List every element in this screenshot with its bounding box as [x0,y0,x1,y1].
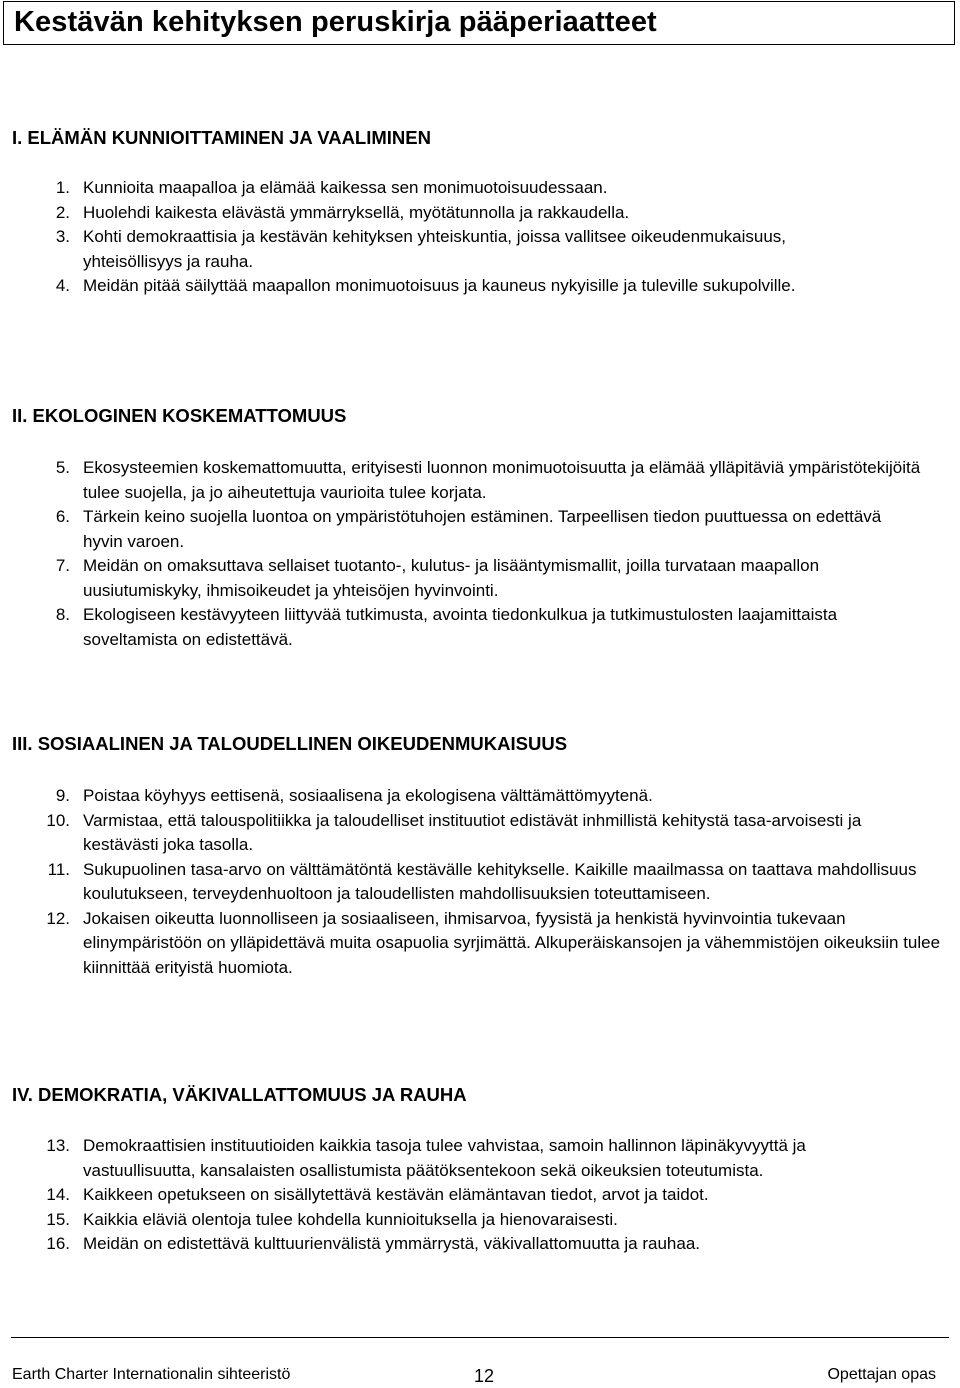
item-text: Huolehdi kaikesta elävästä ymmärryksellä, myötätunnolla ja rakkaudella. [83,202,630,222]
item-text: Ekosysteemien koskemattomuutta, erityisesti luonnon monimuotoisuutta ja elämää ylläpitäviä ympäristötekijöitä tulee suojella, ja jo aiheutettuja vaurioita tulee korjata. [83,458,921,502]
item-number: 4. [55,276,70,295]
item-text: Demokraattisien instituutioiden kaikkia tasoja tulee vahvistaa, samoin hallinnon läpinäkyvyyttä ja vastuullisuutta, kansalaisten osallistumista päätöksentekoon sekä oikeuksien toteutumista. [83,1136,806,1180]
list-item [0,554,960,603]
item-number: 15. [46,1209,70,1229]
list-item [0,1208,960,1233]
item-number: 5. [55,458,70,477]
section-list-4 [0,1134,960,1257]
item-number: 12. [46,908,70,928]
list-item [0,784,960,809]
item-number: 3. [55,227,70,246]
item-number: 14. [46,1185,70,1204]
item-text: Meidän on omaksuttava sellaiset tuotanto-, kulutus- ja lisääntymismallit, joilla turvataan maapallon uusiutumiskyky, ihmisoikeudet ja yhteisöjen hyvinvointi. [83,556,820,600]
item-number: 13. [46,1136,70,1155]
item-number: 7. [55,556,70,575]
item-text: Varmistaa, että talouspolitiikka ja taloudelliset instituutiot edistävät inhmillistä kehitystä tasa-arvoisesti ja kestävästi joka tasolla. [83,810,862,854]
section-heading-3: III. SOSIAALINEN JA TALOUDELLINEN OIKEUDENMUKAISUUS [12,733,568,754]
item-text: Poistaa köyhyys eettisenä, sosiaalisena ja ekologisena välttämättömyytenä. [83,786,653,805]
item-number: 6. [55,507,70,526]
list-item [0,176,960,201]
item-number: 16. [46,1234,70,1253]
title-box [3,1,955,45]
item-number: 11. [47,859,70,879]
list-item [0,456,960,505]
item-number: 10. [46,810,70,830]
list-item [0,274,960,299]
section-heading-4: IV. DEMOKRATIA, VÄKIVALLATTOMUUS JA RAUHA [12,1084,467,1105]
item-text: Meidän on edistettävä kulttuurienvälistä ymmärrystä, väkivallattomuutta ja rauhaa. [83,1234,701,1253]
item-text: Ekologiseen kestävyyteen liittyvää tutkimusta, avointa tiedonkulkua ja tutkimustulosten laajamittaista soveltamista on edistettävä. [83,605,838,649]
list-item [0,505,960,554]
list-item [0,1232,960,1257]
list-item [0,1183,960,1208]
item-text: Kohti demokraattisia ja kestävän kehityksen yhteiskuntia, joissa vallitsee oikeudenmukaisuus, yhteisöllisyys ja rauha. [83,227,787,271]
item-text: Kaikkeen opetukseen on sisällytettävä kestävän elämäntavan tiedot, arvot ja taidot. [83,1185,709,1204]
section-list-2 [0,456,960,652]
list-item [0,809,960,858]
list-item [0,603,960,652]
section-heading-1: I. ELÄMÄN KUNNIOITTAMINEN JA VAALIMINEN [12,127,431,148]
item-text: Meidän pitää säilyttää maapallon monimuotoisuus ja kauneus nykyisille ja tuleville sukupolville. [83,276,796,295]
footer-guide-name: Opettajan opas [827,1366,936,1383]
footer-divider [11,1337,949,1338]
section-list-1 [0,176,960,299]
item-number: 1. [55,178,70,197]
item-text: Sukupuolinen tasa-arvo on välttämätöntä kestävälle kehitykselle. Kaikille maailmassa on taattava mahdollisuus koulutukseen, terveydenhuoltoon ja taloudellisten mahdollisuuksien toteuttamiseen. [83,859,917,903]
item-number: 9. [55,786,70,805]
item-text: Tärkein keino suojella luontoa on ympäristötuhojen estäminen. Tarpeellisen tiedon puuttuessa on edettävä hyvin varoen. [83,507,882,551]
item-text: Kunnioita maapalloa ja elämää kaikessa sen monimuotoisuudessaan. [83,178,608,197]
item-number: 8. [55,605,70,624]
page-number: 12 [474,1366,495,1386]
list-item [0,907,960,981]
list-item [0,225,960,274]
section-list-3 [0,784,960,980]
item-text: Kaikkia eläviä olentoja tulee kohdella kunnioituksella ja hienovaraisesti. [83,1209,618,1229]
item-text: Jokaisen oikeutta luonnolliseen ja sosiaaliseen, ihmisarvoa, fyysistä ja henkistä hyvinvointia tukevaan elinympäristöön on ylläpidettävä muita osapuolia syrjimättä. Alkuperäiskansojen ja vähemmistöjen oikeuksiin tulee kiinnittää erityistä huomiota. [83,908,941,977]
page-title: Kestävän kehityksen peruskirja pääperiaatteet [14,6,657,38]
list-item [0,201,960,226]
list-item [0,858,960,907]
footer-organization: Earth Charter Internationalin sihteeristö [12,1366,291,1383]
item-number: 2. [55,202,70,222]
section-heading-2: II. EKOLOGINEN KOSKEMATTOMUUS [12,405,347,426]
list-item [0,1134,960,1183]
